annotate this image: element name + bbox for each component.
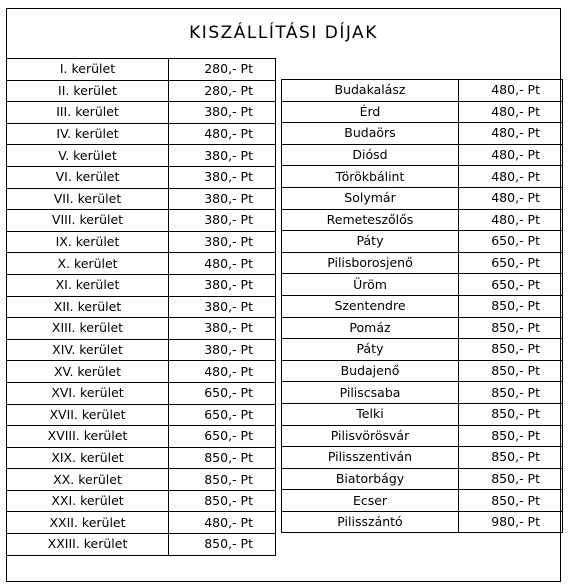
table-row xyxy=(7,123,276,145)
district-cell: III. kerület xyxy=(7,102,169,124)
price-cell: 380,- Pt xyxy=(169,274,276,296)
price-cell: 380,- Pt xyxy=(169,145,276,167)
district-cell: IV. kerület xyxy=(7,123,169,145)
price-cell: 850,- Pt xyxy=(459,317,563,339)
town-cell: Pilisborosjenő xyxy=(282,252,459,274)
table-row xyxy=(282,80,563,102)
price-cell: 480,- Pt xyxy=(169,253,276,275)
town-cell: Budajenő xyxy=(282,360,459,382)
table-row xyxy=(282,274,563,296)
price-cell: 650,- Pt xyxy=(459,252,563,274)
table-row xyxy=(7,296,276,318)
table-row xyxy=(282,295,563,317)
page-title: KISZÁLLÍTÁSI DÍJAK xyxy=(189,23,378,43)
price-cell: 480,- Pt xyxy=(459,80,563,102)
price-cell: 480,- Pt xyxy=(459,144,563,166)
price-cell: 850,- Pt xyxy=(459,360,563,382)
district-cell: VI. kerület xyxy=(7,166,169,188)
table-row xyxy=(7,490,276,512)
price-cell: 380,- Pt xyxy=(169,339,276,361)
district-cell: XXII. kerület xyxy=(7,512,169,534)
table-row xyxy=(7,210,276,232)
table-row xyxy=(282,144,563,166)
town-cell: Törökbálint xyxy=(282,166,459,188)
table-row xyxy=(7,102,276,124)
table-row xyxy=(7,59,276,81)
price-cell: 480,- Pt xyxy=(459,101,563,123)
district-cell: V. kerület xyxy=(7,145,169,167)
district-cell: I. kerület xyxy=(7,59,169,81)
district-cell: XX. kerület xyxy=(7,469,169,491)
town-cell: Budakalász xyxy=(282,80,459,102)
price-cell: 380,- Pt xyxy=(169,210,276,232)
town-cell: Solymár xyxy=(282,187,459,209)
price-cell: 650,- Pt xyxy=(169,404,276,426)
price-cell: 850,- Pt xyxy=(169,490,276,512)
table-row xyxy=(282,339,563,361)
price-cell: 850,- Pt xyxy=(459,425,563,447)
district-cell: XVIII. kerület xyxy=(7,426,169,448)
town-cell: Üröm xyxy=(282,274,459,296)
price-cell: 480,- Pt xyxy=(459,209,563,231)
price-cell: 850,- Pt xyxy=(459,468,563,490)
table-row xyxy=(282,231,563,253)
price-cell: 980,- Pt xyxy=(459,511,563,533)
table-row xyxy=(7,274,276,296)
table-row xyxy=(282,382,563,404)
district-cell: XIX. kerület xyxy=(7,447,169,469)
town-cell: Pilisvörösvár xyxy=(282,425,459,447)
table-row xyxy=(7,534,276,556)
price-cell: 380,- Pt xyxy=(169,102,276,124)
table-row xyxy=(7,188,276,210)
town-cell: Pilisszántó xyxy=(282,511,459,533)
table-row xyxy=(282,166,563,188)
town-cell: Páty xyxy=(282,231,459,253)
table-row xyxy=(282,317,563,339)
table-row xyxy=(282,403,563,425)
table-row xyxy=(7,253,276,275)
price-cell: 850,- Pt xyxy=(169,469,276,491)
price-cell: 850,- Pt xyxy=(169,447,276,469)
table-row xyxy=(7,404,276,426)
district-cell: XV. kerület xyxy=(7,361,169,383)
table-row xyxy=(282,187,563,209)
district-cell: XI. kerület xyxy=(7,274,169,296)
district-cell: XVI. kerület xyxy=(7,382,169,404)
town-cell: Érd xyxy=(282,101,459,123)
table-row xyxy=(7,469,276,491)
town-cell: Diósd xyxy=(282,144,459,166)
district-cell: VIII. kerület xyxy=(7,210,169,232)
price-cell: 380,- Pt xyxy=(169,166,276,188)
table-row xyxy=(282,447,563,469)
table-row xyxy=(7,426,276,448)
price-cell: 650,- Pt xyxy=(459,231,563,253)
table-row xyxy=(7,231,276,253)
price-cell: 480,- Pt xyxy=(459,166,563,188)
district-cell: XII. kerület xyxy=(7,296,169,318)
table-row xyxy=(282,252,563,274)
price-cell: 480,- Pt xyxy=(459,123,563,145)
price-cell: 380,- Pt xyxy=(169,296,276,318)
towns-table xyxy=(281,79,563,533)
table-row xyxy=(7,447,276,469)
table-row xyxy=(282,360,563,382)
town-cell: Piliscsaba xyxy=(282,382,459,404)
price-cell: 280,- Pt xyxy=(169,80,276,102)
district-cell: IX. kerület xyxy=(7,231,169,253)
budapest-districts-table xyxy=(6,58,276,556)
price-cell: 850,- Pt xyxy=(459,339,563,361)
table-row xyxy=(7,512,276,534)
town-cell: Telki xyxy=(282,403,459,425)
table-row xyxy=(7,382,276,404)
table-row xyxy=(282,511,563,533)
table-row xyxy=(7,318,276,340)
price-cell: 480,- Pt xyxy=(169,512,276,534)
district-cell: VII. kerület xyxy=(7,188,169,210)
table-row xyxy=(7,80,276,102)
table-row xyxy=(7,145,276,167)
town-cell: Szentendre xyxy=(282,295,459,317)
table-row xyxy=(282,209,563,231)
table-row xyxy=(282,425,563,447)
district-cell: XIII. kerület xyxy=(7,318,169,340)
table-row xyxy=(7,339,276,361)
price-cell: 480,- Pt xyxy=(459,187,563,209)
price-cell: 650,- Pt xyxy=(169,426,276,448)
table-row xyxy=(7,166,276,188)
price-cell: 480,- Pt xyxy=(169,361,276,383)
price-cell: 650,- Pt xyxy=(169,382,276,404)
price-cell: 380,- Pt xyxy=(169,188,276,210)
price-cell: 280,- Pt xyxy=(169,59,276,81)
town-cell: Budaörs xyxy=(282,123,459,145)
table-row xyxy=(7,361,276,383)
price-cell: 850,- Pt xyxy=(459,403,563,425)
price-cell: 380,- Pt xyxy=(169,318,276,340)
price-cell: 850,- Pt xyxy=(169,534,276,556)
price-cell: 850,- Pt xyxy=(459,490,563,512)
table-row xyxy=(282,490,563,512)
town-cell: Pilisszentiván xyxy=(282,447,459,469)
price-cell: 380,- Pt xyxy=(169,231,276,253)
district-cell: XVII. kerület xyxy=(7,404,169,426)
table-row xyxy=(282,101,563,123)
town-cell: Biatorbágy xyxy=(282,468,459,490)
price-cell: 850,- Pt xyxy=(459,295,563,317)
price-cell: 850,- Pt xyxy=(459,382,563,404)
table-row xyxy=(282,123,563,145)
district-cell: II. kerület xyxy=(7,80,169,102)
price-cell: 480,- Pt xyxy=(169,123,276,145)
table-row xyxy=(282,468,563,490)
town-cell: Remeteszőlős xyxy=(282,209,459,231)
district-cell: XXI. kerület xyxy=(7,490,169,512)
district-cell: XXIII. kerület xyxy=(7,534,169,556)
district-cell: X. kerület xyxy=(7,253,169,275)
town-cell: Ecser xyxy=(282,490,459,512)
price-cell: 650,- Pt xyxy=(459,274,563,296)
district-cell: XIV. kerület xyxy=(7,339,169,361)
town-cell: Páty xyxy=(282,339,459,361)
town-cell: Pomáz xyxy=(282,317,459,339)
price-cell: 850,- Pt xyxy=(459,447,563,469)
